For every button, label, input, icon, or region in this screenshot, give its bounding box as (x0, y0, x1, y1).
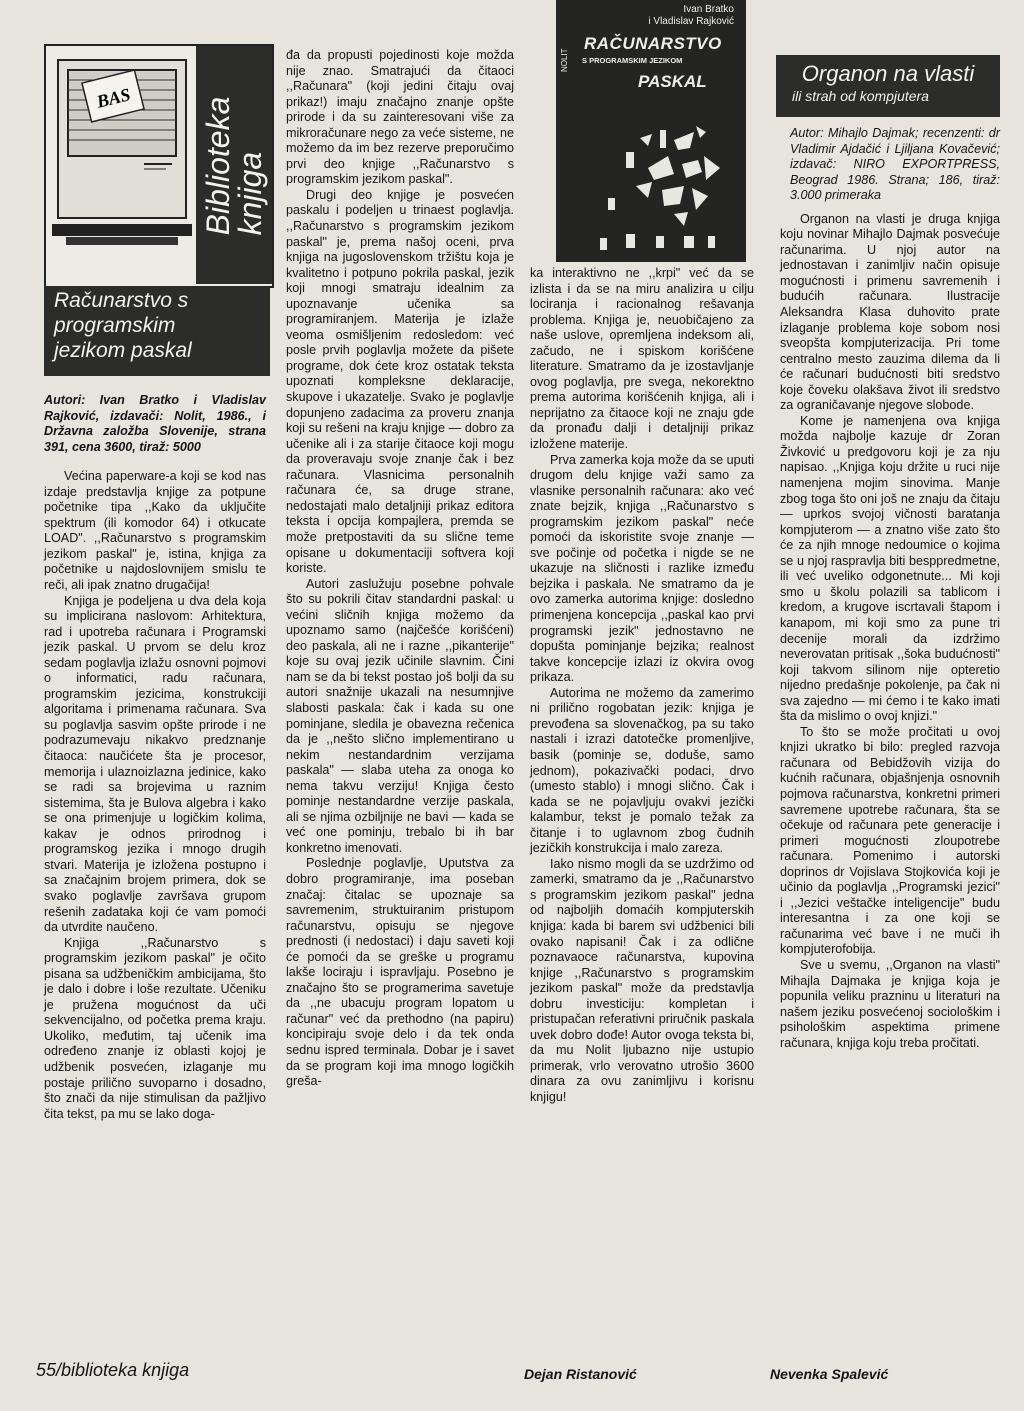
section-label-bar (196, 46, 272, 284)
article-title-line-3: jezikom paskal (54, 339, 192, 362)
article2-subtitle: ili strah od kompjutera (792, 88, 929, 104)
cover-shapes-icon (556, 0, 746, 262)
article2-credits: Autor: Mihajlo Dajmak; recenzenti: dr Vladimir Ajdačić i Ljiljana Kovačević; izdavač: NIRO EXPORTPRESS, Beograd 1986. Strana; 186, tiraž: 3.000 primeraka (790, 126, 1000, 203)
article1-paragraph: đa da propusti pojedinosti koje možda nije znao. Smatrajući da čitaoci ,,Računara" (koji jedini čitaju ovaj prikaz!) imaju značajno znanje opšte prirode i da su zainteresovani više za mikroračunare nego za veće sisteme, ne možemo da im bez rezerve preporučimo prvi deo knjige ,,Računarstvo s programskim jezikom paskal". (286, 48, 514, 187)
article1-paragraph: Drugi deo knjige je posvećen paskalu i podeljen u trinaest poglavlja. ,,Računarstvo s programskim jezikom paskal" je, prema našoj oceni, prva knjiga na jugoslovenskom tržištu koja je kvalitetno i potpuno pokrila paskal, jezik koji mnogi smatraju idealnim za upoznavanje učenika sa programiranjem. Materija je izlaže veoma osmišljenim redosledom: već posle prvih poglavlja možete da pišete programe, dok ćete kroz ostatak teksta upoznati kompleksne deklaracije, skupove i ukazatelje. Svako je poglavlje dopunjeno zadacima za proveru znanja koji su rešeni na kraju knjige — dobro za učenike ali i za starije čitaoce koji mogu da proveravaju svoje znanje čak i bez računara. Vlasnicima personalnih računara će, sa druge strane, nedostajati malo detaljniji prikaz editora teksta i opcija kompajlera, premda se može pretpostaviti da su slične teme opisane u dokumentaciji softvera koji koriste. (286, 187, 514, 576)
article1-paragraph: Većina paperware-a koji se kod nas izdaje predstavlja knjige za potpune početnike tipa ,,Kako da uključite spektrum (ili komodor 64) i otkucate LOAD". ,,Računarstvo s programskim jezikom paskal" je, istina, knjiga za početnike u najdoslovnijem smislu te reči, ali ipak znatno drugačija! (44, 469, 266, 593)
article1-paragraph: Poslednje poglavlje, Uputstva za dobro programiranje, ima poseban značaj: čitalac se upoznaje sa savremenim, struktuiranim pristupom računarstvu, opisuju se njegove prednosti (i nedostaci) i daju saveti koji će pomoći da se greške u programu lakše lociraju i ispravljaju. Posebno je značajno što se programerima savetuje da ,,ne ubacuju program lopatom u računar" već da prethodno (na papiru) koncipiraju svoje delo i da tek onda sednu ispred terminala. Dobar je i savet da se program koji ima mnogo logičkih greša- (286, 856, 514, 1089)
article1-column-1 (44, 393, 266, 1122)
illustration-label: BAS (94, 84, 133, 112)
article1-column-2 (286, 48, 514, 1090)
article-title-line-1: Računarstvo s (54, 289, 189, 312)
page-folio: 55/biblioteka knjiga (36, 1360, 190, 1380)
article-title-line-2: programskim (54, 314, 176, 337)
section-label-line-2: knjiga (232, 151, 268, 236)
section-header-box (44, 44, 274, 288)
cover-publisher: NOLIT (560, 48, 569, 72)
cover-title-1: RAČUNARSTVO (584, 34, 722, 53)
article1-paragraph: Autorima ne možemo da zamerimo ni prilično rogobatan jezik: knjiga je prevođena sa slovenačkog, pa su tako nastali i izrazi datotečke promenljive, basik (pominje se, doduše, samo jednom), pokazivački podaci, drvo (umesto stablo) i mnogi slično. Čak i kada se ne pojavljuju ovakvi jezički kalambur, tekst je pomalo težak za čitanje i to uglavnom zbog čudnih jezičkih konstrukcija i malo zareza. (530, 685, 754, 856)
article2-paragraph: Kome je namenjena ova knjiga možda najbolje kazuje dr Zoran Živković u predgovoru koji je za nju napisao. ,,Knjiga koju držite u ruci nije namenjena mojim sinovima. Manje zbog toga što oni još ne znaju da čitaju — uprkos svojoj vičnosti baratanja kompjuterom — a znatno više zato što će za njih mnoge nedoumice o kojima se u njoj raspravlja biti besppredmetne, ili već uveliko odgonetnute... Mi koji smo u školu polazili sa tablicom i kredom, a krugove iscrtavali štapom i kanapom, mi koji smo za pune tri decenije morali da izdržimo neverovatan pritisak ,,šoka budućnosti" koji takvom silinom nije opteretio nijedno predašnje pokolenje, pa čak ni sva zajedno — mi ćemo i te kako imati šta da mislimo o ovoj knjizi." (780, 413, 1000, 724)
article-title-box (44, 286, 270, 376)
article1-paragraph: Autori zaslužuju posebne pohvale što su pokrili čitav standardni paskal: u većini sličnih knjiga možemo da upoznamo samo (najčešće korišćeni) deo paskala, ali ne i razne ,,pikanterije" koje su ovaj jezik učinile slavnim. Čini nam se da bi tekst postao još bolji da su autori snažnije ukazali na nesumnjive slabosti paskala: čak i kada su one pominjane, sledila je obavezna rečenica da je ,,nešto slično implementirano u nekim nestandardnim verzijama paskala" — slaba uteha za onoga ko nema takvu verziju! Knjiga često pominje nestandardne verzije paskala, ali se njima ozbiljnije ne bavi — kada se već one pominju, trebalo bi ih bar konkretno imenovati. (286, 576, 514, 855)
article2-paragraph: Organon na vlasti je druga knjiga koju novinar Mihajlo Dajmak posvećuje računarima. U njoj autor na jednostavan i zanimljiv način opisuje mogućnosti i primenu savremenih i budućih računara. Ilustracije Aleksandra Klasa duhovito prate izlaganje problema koje sobom nosi sveopšta kompjuterizacija. Pri tome centralno mesto zauzima dilema da li će računari budućnosti biti sredstvo koje čoveku olakšava život ili sredstvo za ograničavanje njegove slobode. (780, 211, 1000, 413)
article2-paragraph: To što se može pročitati u ovoj knjizi ukratko bi bilo: pregled razvoja računara od Bebidžovih vizija do kućnih računara, objašnjenja osnovnih pojmova računarstva, konkretni primeri savremene upotrebe računara, šta se očekuje od računara pete generacije i primeri mogućnosti zloupotrebe računara. Pomenimo i autorski doprinos dr Vojislava Stojkovića koji je učinio da poglavlja ,,Programski jezici" i ,,Jezici veštačke inteligencije" budu interesantna i za one koji se računarima već bave i ne muči ih kompjuterofobija. (780, 724, 1000, 957)
article1-paragraph: Knjiga ,,Računarstvo s programskim jezikom paskal" je očito pisana sa udžbeničkim ambicijama, što je dalo i dobre i loše rezultate. Učeniku je pružena mogućnost da uči sekvencijalno, od početka prema kraju. Ukoliko, međutim, taj učenik ima određeno znanje iz oblasti kojoj je udžbenik posvećen, izlaganje mu postaje prilično suvoparno i dosadno, što znači da nije stimulisan da pažljivo čita tekst, pa mu se lako doga- (44, 935, 266, 1121)
article2-paragraph: Sve u svemu, ,,Organon na vlasti" Mihajla Dajmaka je knjiga koja je popunila veliku prazninu u literaturi na našem jeziku posvećenoj sociološkim i psihološkim aspektima primene računara, knjiga koju treba pročitati. (780, 957, 1000, 1050)
article1-signature: Dejan Ristanović (524, 1366, 637, 1382)
cover-title-2: S PROGRAMSKIM JEZIKOM (582, 56, 683, 65)
article1-column-3 (530, 266, 754, 1106)
section-label-line-1: Biblioteka (200, 96, 236, 236)
cover-authors: Ivan Bratko i Vladislav Rajković (648, 4, 734, 27)
article1-paragraph: Iako nismo mogli da se uzdržimo od zamerki, smatramo da je ,,Računarstvo s programskim jezikom paskal" jedna od najboljih domaćih kompjuterskih knjiga: kada bi barem svi udžbenici bili ovako napisani! Čak i za odlične poznavaoce računarstva, kupovina knjige ,,Računarstvo s programskim jezikom paskal" može da predstavlja dobru investiciju: kompletan i pristupačan referativni priručnik paskala uvek dobro dođe! Autor ovoga teksta bi, da mu Nolit ljubazno nije ustupio primerak, vrlo verovatno utrošio 3600 dinara za ovu zanimljivu i korisnu knjigu! (530, 856, 754, 1104)
article1-credits: Autori: Ivan Bratko i Vladislav Rajković, izdavači: Nolit, 1986., i Državna založba Slovenije, strana 391, cena 3600, tiraž: 5000 (44, 393, 266, 454)
article2-signature: Nevenka Spalević (770, 1366, 889, 1382)
book-cover (556, 0, 746, 262)
article1-paragraph: Prva zamerka koja može da se uputi drugom delu knjige važi samo za vlasnike personalnih računara: ako već znate bejzik, knjiga ,,Računarstvo s programskim jezikom paskal" neće pomoći da iskoristite svoje znanje — sve počinje od početka i nigde se ne ukazuje na sličnosti i razlike između bejzika i paskala. Ne smatramo da je ovo zamerka autorima knjige: dosledno primenjena koncepcija ,,paskal kao prvi programski jezik" jednostavno ne dopušta pominjanje bejzika; realnost takve koncepcije izlazi iz okvira ovog prikaza. (530, 452, 754, 685)
article1-paragraph: Knjiga je podeljena u dva dela koja su implicirana naslovom: Arhitektura, rad i upotreba računara i Programski jezik paskal. U prvom se delu kroz sedam poglavlja izlažu osnovni pojmovi o informatici, radu računara, programskim jezicima, konstrukciji algoritama i primenama računara. Sva su poglavlja sasvim opšte prirode i ne podrazumevaju nikakvo predznanje čitaoca: naučićete šta je procesor, memorija i ulaznoizlazna jedinice, kako se radi sa brojevima u raznim sistemima, šta je Bulova algebra i kako se ona primenjuje u logičkim kolima, kakav je odnos prirodnog i programskog jezika i mnogo drugih stvari. Materija je izložena postupno i sa značajnim brojem primera, dok se svako poglavlje završava grupom rešenih zadataka koji će vam pomoći da utvrdite naučeno. (44, 593, 266, 935)
article2-title: Organon na vlasti (801, 61, 975, 86)
article1-paragraph: ka interaktivno ne ,,krpi" već da se izlista i da se na miru analizira u cilju lociranja i racionalnog rešavanja problema. Knjiga je, neuobičajeno za naše uslove, opremljena indeksom ali, začudo, ne i spiskom korišćene literature. Smatramo da je izostavljanje ovog poglavlja, pre svega, nekorektno prema autorima korišćenih knjiga, ali i neprijatno za čitaoce koji ne znaju gde da pronađu dalji i detaljniji prikaz izložene materije. (530, 266, 754, 452)
article2-column (780, 126, 1000, 1051)
cover-title-3: PASKAL (638, 72, 707, 91)
computer-illustration (46, 46, 196, 284)
computer-icon (46, 46, 196, 284)
article2-title-box (776, 55, 1000, 117)
